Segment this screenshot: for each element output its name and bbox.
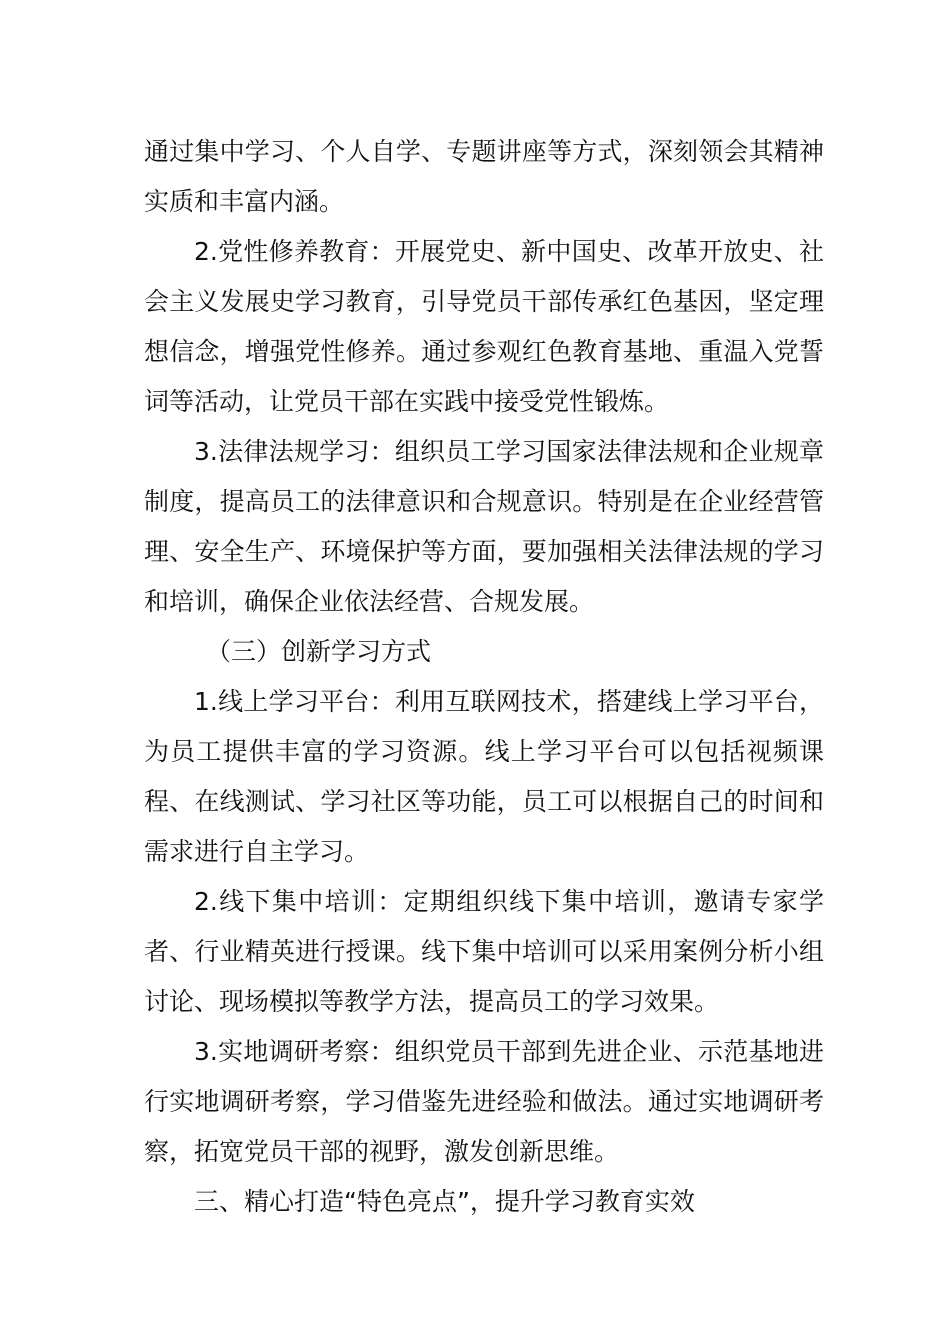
section-heading-highlights: 三、精心打造“特色亮点”，提升学习教育实效 xyxy=(194,1187,695,1216)
document-body xyxy=(144,127,824,1227)
paragraph-field-research: 3.实地调研考察：组织党员干部到先进企业、示范基地进行实地调研考察，学习借鉴先进经验和做法。通过实地调研考察，拓宽党员干部的视野，激发创新思维。 xyxy=(144,1037,824,1166)
section-heading-innovate-learning: （三）创新学习方式 xyxy=(206,637,432,666)
paragraph-law-learning: 3.法律法规学习：组织员工学习国家法律法规和企业规章制度，提高员工的法律意识和合规意识。特别是在企业经营管理、安全生产、环境保护等方面，要加强相关法律法规的学习和培训，确保企业依法经营、合规发展。 xyxy=(144,437,824,616)
paragraph-online-platform: 1.线上学习平台：利用互联网技术，搭建线上学习平台，为员工提供丰富的学习资源。线上学习平台可以包括视频课程、在线测试、学习社区等功能，员工可以根据自己的时间和需求进行自主学习。 xyxy=(144,687,824,866)
paragraph-offline-training: 2.线下集中培训：定期组织线下集中培训，邀请专家学者、行业精英进行授课。线下集中培训可以采用案例分析小组讨论、现场模拟等教学方法，提高员工的学习效果。 xyxy=(144,887,824,1016)
paragraph-continuation: 通过集中学习、个人自学、专题讲座等方式，深刻领会其精神实质和丰富内涵。 xyxy=(144,137,824,216)
paragraph-party-spirit-education: 2.党性修养教育：开展党史、新中国史、改革开放史、社会主义发展史学习教育，引导党员干部传承红色基因，坚定理想信念，增强党性修养。通过参观红色教育基地、重温入党誓词等活动，让党员干部在实践中接受党性锻炼。 xyxy=(144,237,824,416)
